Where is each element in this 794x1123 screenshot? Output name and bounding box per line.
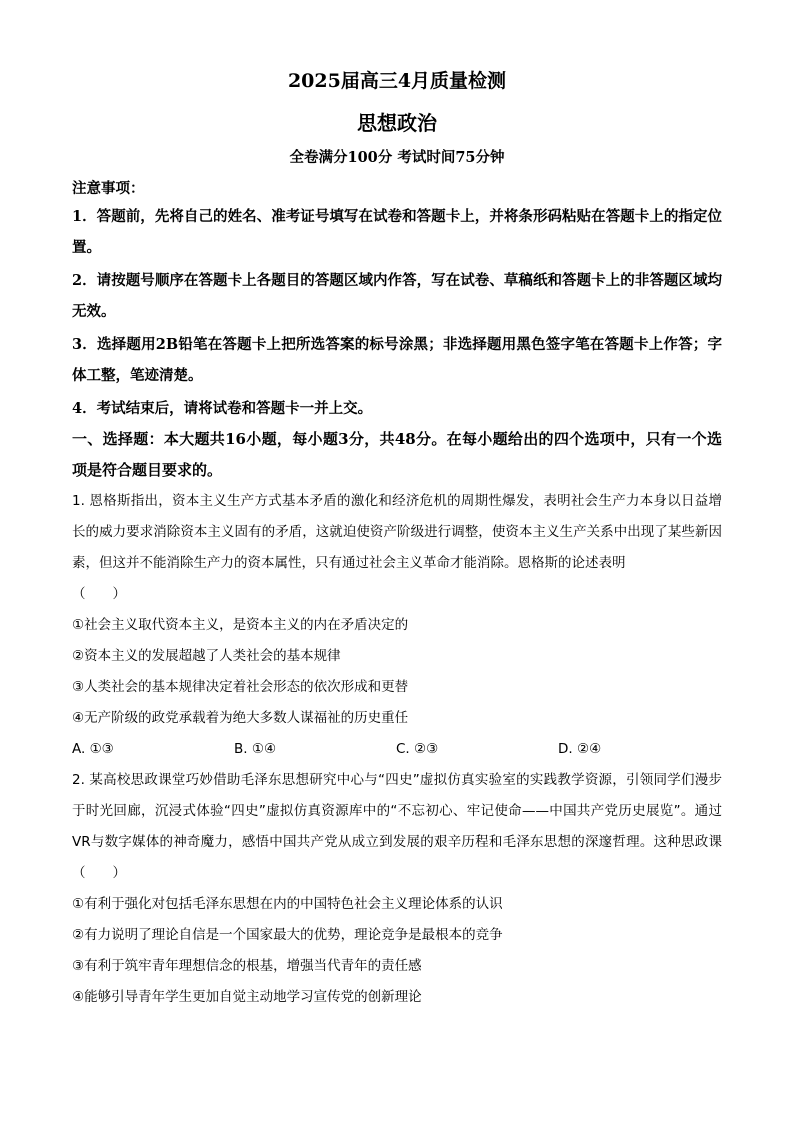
- question-1-blank: （ ）: [72, 586, 126, 602]
- choice-a: A. ①③: [72, 741, 114, 757]
- notice-heading: 注意事项：: [72, 180, 145, 197]
- question-1-option-2: ②资本主义的发展超越了人类社会的基本规律: [72, 648, 341, 664]
- question-2-option-1: ①有利于强化对包括毛泽东思想在内的中国特色社会主义理论体系的认识: [72, 896, 503, 912]
- notice-item-4: 4．考试结束后，请将试卷和答题卡一并上交。: [72, 400, 373, 417]
- question-1-option-4: ④无产阶级的政党承载着为绝大多数人谋福祉的历史重任: [72, 710, 409, 726]
- exam-meta: 全卷满分100分 考试时间75分钟: [289, 149, 505, 166]
- question-2-option-3: ③有利于筑牢青年理想信念的根基，增强当代青年的责任感: [72, 958, 422, 974]
- question-2-option-4: ④能够引导青年学生更加自觉主动地学习宣传党的创新理论: [72, 989, 422, 1005]
- notice-item-1: 1．答题前，先将自己的姓名、准考证号填写在试卷和答题卡上，并将条形码粘贴在答题卡上的指定位置。: [72, 208, 722, 256]
- choice-b: B. ①④: [234, 741, 277, 757]
- section-heading: 一、选择题：本大题共16小题，每小题3分，共48分。在每小题给出的四个选项中，只有一个选项是符合题目要求的。: [72, 430, 722, 479]
- exam-title: 2025届高三4月质量检测: [287, 70, 507, 92]
- question-1-option-3: ③人类社会的基本规律决定着社会形态的依次形成和更替: [72, 679, 409, 695]
- notice-item-2: 2．请按题号顺序在答题卡上各题目的答题区域内作答，写在试卷、草稿纸和答题卡上的非答题区域均无效。: [72, 272, 722, 320]
- question-1-option-1: ①社会主义取代资本主义，是资本主义的内在矛盾决定的: [72, 617, 409, 633]
- question-2-stem: 2. 某高校思政课堂巧妙借助毛泽东思想研究中心与“四史”虚拟仿真实验室的实践教学资源，引领同学们漫步于时光回廊，沉浸式体验“四史”虚拟仿真资源库中的“不忘初心、牢记使命——中国共产党历史展览”。通过VR与数字媒体的神奇魔力，感悟中国共产党从成立到发展的艰辛历程和毛泽东思想的深邃哲理。这种思政课（ ）: [72, 772, 722, 881]
- choice-c: C. ②③: [396, 741, 439, 757]
- question-1-text: 1. 恩格斯指出，资本主义生产方式基本矛盾的激化和经济危机的周期性爆发，表明社会生产力本身以日益增长的威力要求消除资本主义固有的矛盾，这就迫使资产阶级进行调整，使资本主义生产关系中出现了某些新因素，但这并不能消除生产力的资本属性，只有通过社会主义革命才能消除。恩格斯的论述表明: [72, 493, 722, 571]
- subject-title: 思想政治: [357, 111, 437, 135]
- question-1-choices: [72, 734, 722, 765]
- choice-d: D. ②④: [558, 741, 602, 757]
- question-1-stem: [72, 486, 722, 610]
- notice-item-3: 3．选择题用2B铅笔在答题卡上把所选答案的标号涂黑；非选择题用黑色签字笔在答题卡上作答；字体工整，笔迹清楚。: [72, 336, 722, 384]
- question-2-option-2: ②有力说明了理论自信是一个国家最大的优势，理论竞争是最根本的竞争: [72, 927, 503, 943]
